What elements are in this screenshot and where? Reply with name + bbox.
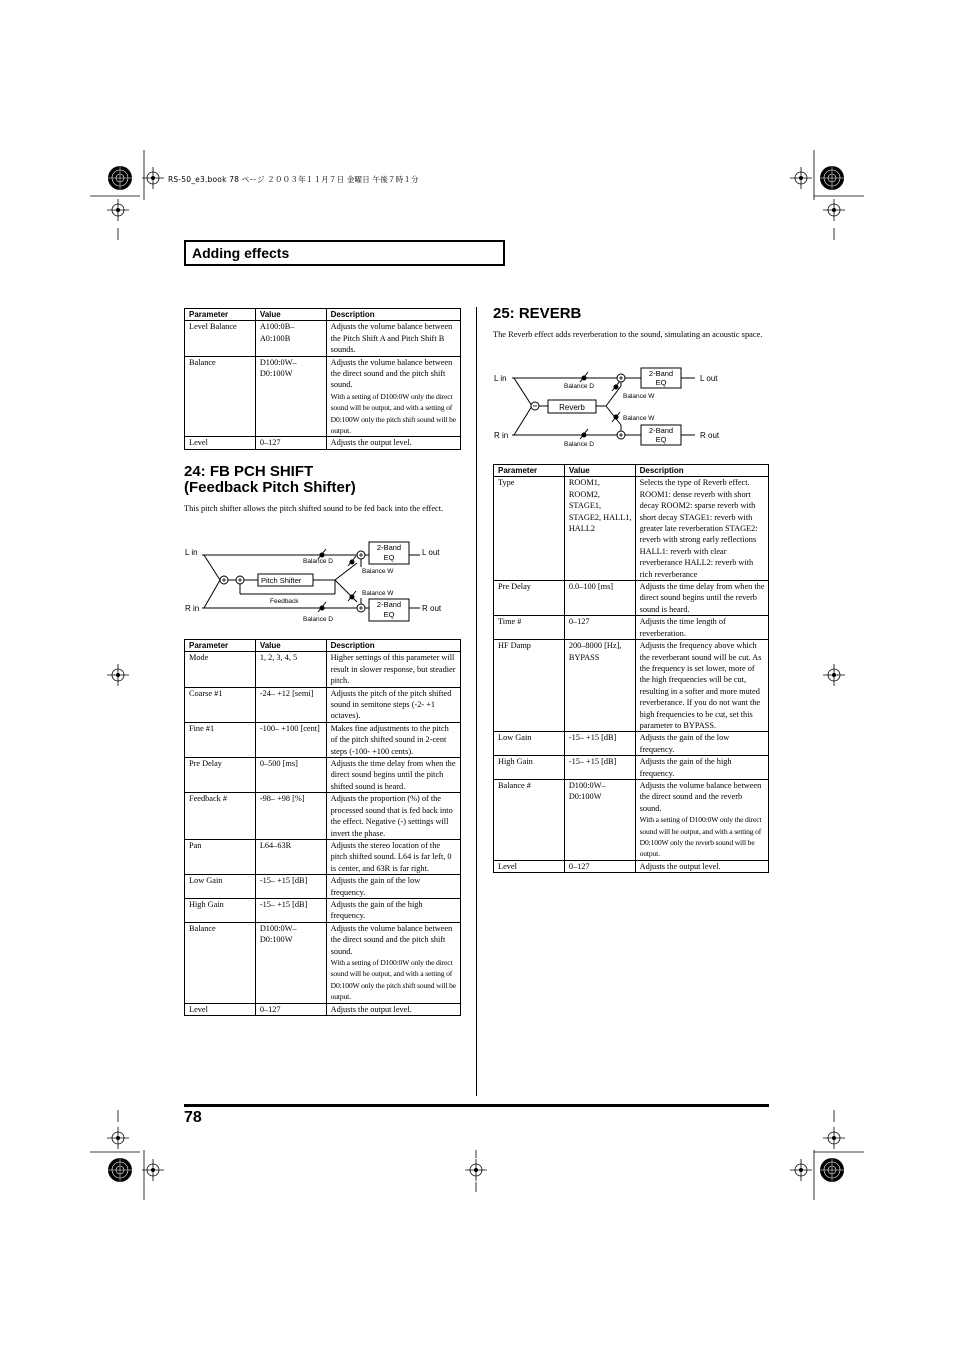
value-cell [255, 437, 326, 449]
param-cell-text: Low Gain [189, 876, 223, 886]
value-cell-text: -98– +98 [%] [259, 794, 305, 804]
crosshair-icon [823, 1127, 845, 1149]
value-cell-text: D100:0W–D0:100W [568, 780, 606, 802]
description-cell [635, 732, 768, 756]
value-cell-text: -24– +12 [semi] [259, 688, 314, 698]
table-row [185, 898, 461, 922]
description-cell-text: Adjusts the gain of the high frequency. [330, 899, 423, 921]
col-header-description: Description [326, 309, 460, 321]
fb-pitch-shift-diagram [180, 536, 470, 628]
table-row [185, 722, 461, 757]
param-cell [494, 581, 565, 616]
crosshair-icon [823, 199, 845, 221]
value-cell [255, 1003, 326, 1015]
value-cell [255, 652, 326, 687]
knob-icon [614, 385, 619, 390]
value-cell-text: -100– +100 [cent] [259, 723, 320, 733]
print-slug: RS-50_e3.book 78 ページ ２００３年１１月７日 金曜日 午後７時１分 [168, 175, 419, 184]
param-cell [494, 616, 565, 640]
param-cell [185, 687, 256, 722]
label-l-in: L in [494, 374, 507, 383]
param-cell-text: Pre Delay [498, 582, 531, 592]
description-cell [326, 758, 460, 793]
description-cell-text: Adjusts the volume balance between the Pitch Shift A and Pitch Shift B sounds. [330, 322, 453, 355]
value-cell [564, 779, 635, 860]
value-cell-text: D100:0W–D0:100W [259, 923, 297, 945]
param-cell [185, 839, 256, 874]
label-l-in: L in [185, 548, 198, 557]
section-title-box [184, 240, 505, 266]
reverb-param-table [493, 464, 769, 873]
param-cell [185, 793, 256, 840]
description-note: With a setting of D100:0W only the direct sound will be output, and with a setting of D0:100W only the reverb sound will be output. [639, 815, 762, 859]
label-r-out: R out [700, 431, 720, 440]
value-cell [255, 922, 326, 1003]
label-eq: 2-Band [648, 426, 674, 435]
col-header-value: Value [255, 640, 326, 652]
value-cell-text: 0–127 [568, 861, 590, 871]
param-cell-text: Balance [189, 357, 216, 367]
param-cell-text: HF Damp [498, 641, 531, 651]
crosshair-icon [107, 1127, 129, 1149]
description-cell-text: Adjusts the volume balance between the direct sound and the pitch shift sound. [330, 357, 453, 390]
reverb-intro: The Reverb effect adds reverberation to the sound, simulating an acoustic space. [493, 330, 763, 339]
param-cell [185, 898, 256, 922]
value-cell-text: L64–63R [259, 840, 292, 850]
param-cell-text: Feedback # [189, 794, 228, 804]
label-eq: EQ [655, 435, 667, 444]
table-row [185, 1003, 461, 1015]
description-cell [635, 616, 768, 640]
param-cell-text: Level [189, 438, 208, 448]
value-cell [564, 640, 635, 732]
param-cell-text: Level Balance [189, 322, 237, 332]
value-cell-text: -15– +15 [dB] [259, 899, 308, 909]
label-balance-d: Balance D [564, 441, 594, 448]
param-cell-text: Level [189, 1004, 208, 1014]
table-row [494, 581, 769, 616]
value-cell [564, 581, 635, 616]
value-cell-text: 0.0–100 [ms] [568, 582, 614, 592]
param-cell-text: Coarse #1 [189, 688, 223, 698]
table-row [494, 477, 769, 581]
crosshair-icon [823, 664, 845, 686]
label-balance-w: Balance W [362, 568, 394, 575]
value-cell [255, 875, 326, 899]
label-balance-w: Balance W [623, 393, 655, 400]
value-cell-text: ROOM1, ROOM2, STAGE1, STAGE2, HALL1, HALL2 [568, 478, 632, 534]
description-cell [326, 687, 460, 722]
crosshair-icon [107, 664, 129, 686]
label-balance-d: Balance D [564, 383, 594, 390]
value-cell [255, 356, 326, 437]
table-row [185, 437, 461, 449]
label-eq: 2-Band [376, 600, 402, 609]
description-cell-text: Adjusts the volume balance between the direct sound and the pitch shift sound. [330, 923, 453, 956]
table-row [185, 687, 461, 722]
param-cell-text: High Gain [189, 899, 224, 909]
description-cell-text: Adjusts the output level. [330, 1004, 412, 1014]
value-cell-text: -15– +15 [dB] [568, 733, 617, 743]
description-cell [326, 793, 460, 840]
param-cell [185, 722, 256, 757]
footer-rule [184, 1104, 769, 1107]
knob-icon [350, 560, 355, 565]
value-cell-text: 0–127 [568, 617, 590, 627]
param-cell-text: Pan [189, 840, 202, 850]
description-cell-text: Adjusts the frequency above which the reverberant sound will be cut. As the frequency is set lower, more of the high frequencies will be cut, resulting in a softer and more muted reverberance. If you do not want the high frequencies to be cut, set this parameter to BYPASS. [639, 641, 762, 730]
label-r-in: R in [185, 604, 200, 613]
description-note: With a setting of D100:0W only the direct sound will be output, and with a setting of D0:100W only the pitch shift sound will be output. [330, 391, 456, 436]
table-row [185, 758, 461, 793]
value-cell [255, 758, 326, 793]
param-cell [494, 756, 565, 780]
description-note: With a setting of D100:0W only the direct sound will be output, and with a setting of D0:100W only the pitch shift sound will be output. [330, 957, 456, 1002]
col-header-description: Description [635, 465, 768, 477]
description-cell [635, 756, 768, 780]
table-row [494, 616, 769, 640]
table-row [494, 779, 769, 860]
label-eq: 2-Band [376, 543, 402, 552]
value-cell [255, 321, 326, 356]
description-cell [635, 581, 768, 616]
label-eq: EQ [655, 378, 667, 387]
reverb-heading: 25: REVERB [493, 305, 582, 322]
label-eq: EQ [383, 610, 395, 619]
value-cell-text: A100:0B–A0:100B [259, 322, 295, 343]
section-title: Adding effects [192, 245, 290, 261]
description-cell [635, 860, 768, 872]
description-cell [635, 477, 768, 581]
param-cell [494, 779, 565, 860]
table-row [185, 652, 461, 687]
page-number: 78 [184, 1109, 202, 1126]
description-cell [326, 922, 460, 1003]
fb-intro: This pitch shifter allows the pitch shifted sound to be fed back into the effect. [184, 504, 444, 513]
param-table-continued [184, 308, 461, 450]
description-cell-text: Selects the type of Reverb effect. ROOM1: dense reverb with short decay ROOM2: sparse reverb with short decay STAGE1: reverb with greater late reverberation STAGE2: reverb with strong early reflections HALL1: reverb with clear reverberance HALL2: reverb with rich reverberance [639, 478, 758, 579]
value-cell-text: 200–8000 [Hz], BYPASS [568, 641, 622, 662]
label-eq: 2-Band [648, 369, 674, 378]
description-cell-text: Adjusts the proportion (%) of the processed sound that is fed back into the effect. Negative (-) settings will invert the phase. [330, 794, 453, 838]
param-cell-text: Level [498, 861, 517, 871]
knob-icon [350, 595, 355, 600]
crosshair-icon [465, 1159, 487, 1181]
registration-disc-icon [820, 166, 844, 190]
label-l-out: L out [422, 548, 440, 557]
value-cell [564, 732, 635, 756]
param-cell-text: High Gain [498, 757, 533, 767]
value-cell [255, 687, 326, 722]
description-cell-text: Adjusts the output level. [330, 438, 412, 448]
label-feedback: Feedback [270, 598, 299, 605]
param-cell [185, 437, 256, 449]
table-row [494, 640, 769, 732]
description-cell [326, 321, 460, 356]
description-cell-text: Adjusts the time delay from when the direct sound begins until the reverb sound is heard. [639, 582, 765, 614]
value-cell [564, 477, 635, 581]
description-cell [635, 640, 768, 732]
value-cell [255, 793, 326, 840]
col-header-value: Value [255, 309, 326, 321]
description-cell-text: Adjusts the output level. [639, 861, 721, 871]
table-row [494, 860, 769, 872]
col-header-value: Value [564, 465, 635, 477]
param-cell [185, 1003, 256, 1015]
param-cell [185, 758, 256, 793]
description-cell-text: Adjusts the time length of reverberation. [639, 617, 726, 638]
param-cell [494, 732, 565, 756]
label-r-in: R in [494, 431, 509, 440]
column-divider [476, 307, 477, 1096]
param-cell [185, 321, 256, 356]
table-row [185, 839, 461, 874]
param-cell [494, 860, 565, 872]
label-eq: EQ [383, 553, 395, 562]
label-balance-w: Balance W [362, 590, 394, 597]
knob-icon [320, 553, 325, 558]
label-reverb: Reverb [559, 403, 585, 412]
label-balance-d: Balance D [303, 616, 333, 623]
label-balance-w: Balance W [623, 415, 655, 422]
knob-icon [582, 433, 587, 438]
value-cell [255, 839, 326, 874]
label-balance-d: Balance D [303, 558, 333, 565]
fb-heading-line2: (Feedback Pitch Shifter) [184, 479, 356, 496]
param-cell-text: Fine #1 [189, 723, 215, 733]
description-cell [326, 898, 460, 922]
description-cell-text: Adjusts the stereo location of the pitch shifted sound. L64 is far left, 0 is center, and 63R is far right. [330, 840, 452, 873]
label-r-out: R out [422, 604, 442, 613]
reverb-diagram [490, 366, 750, 452]
value-cell [255, 898, 326, 922]
param-cell-text: Time # [498, 617, 522, 627]
table-header-row [185, 309, 461, 321]
description-cell-text: Adjusts the time delay from when the direct sound begins until the pitch shifted sound is heard. [330, 759, 456, 791]
col-header-description: Description [326, 640, 460, 652]
value-cell [564, 616, 635, 640]
description-cell [326, 722, 460, 757]
value-cell-text: -15– +15 [dB] [259, 876, 308, 886]
crosshair-icon [790, 1159, 812, 1181]
description-cell [326, 1003, 460, 1015]
registration-disc-icon [108, 1158, 132, 1182]
param-cell-text: Balance # [498, 780, 531, 790]
table-row [185, 793, 461, 840]
fb-pitch-shift-heading [184, 464, 356, 496]
description-cell [326, 875, 460, 899]
table-header-row [185, 640, 461, 652]
param-cell-text: Mode [189, 653, 209, 663]
description-cell-text: Adjusts the gain of the low frequency. [330, 876, 421, 897]
knob-icon [582, 376, 587, 381]
col-header-parameter: Parameter [494, 465, 565, 477]
param-cell [185, 652, 256, 687]
col-header-parameter: Parameter [185, 640, 256, 652]
table-row [494, 732, 769, 756]
table-row [185, 356, 461, 437]
crosshair-icon [142, 167, 164, 189]
table-row [185, 321, 461, 356]
description-cell-text: Adjusts the pitch of the pitch shifted sound in semitone steps (-2- +1 octaves). [330, 688, 452, 721]
description-cell [326, 437, 460, 449]
fb-param-table [184, 639, 461, 1016]
value-cell-text: 0–127 [259, 1004, 281, 1014]
value-cell-text: 0–127 [259, 438, 281, 448]
value-cell-text: 0–500 [ms] [259, 759, 298, 769]
param-cell [494, 477, 565, 581]
description-cell [326, 839, 460, 874]
table-row [494, 756, 769, 780]
value-cell [564, 860, 635, 872]
param-cell-text: Pre Delay [189, 759, 222, 769]
crosshair-icon [107, 199, 129, 221]
param-cell [185, 922, 256, 1003]
knob-icon [614, 415, 619, 420]
description-cell-text: Adjusts the gain of the high frequency. [639, 757, 732, 778]
value-cell [564, 756, 635, 780]
param-cell-text: Type [498, 478, 515, 488]
param-cell [494, 640, 565, 732]
value-cell-text: -15– +15 [dB] [568, 757, 617, 767]
description-cell [326, 652, 460, 687]
table-row [185, 922, 461, 1003]
table-row [185, 875, 461, 899]
param-cell [185, 875, 256, 899]
knob-icon [320, 606, 325, 611]
description-cell-text: Makes fine adjustments to the pitch of the pitch shifted sound in 2-cent steps (-100- +100 cents). [330, 723, 449, 756]
registration-disc-icon [108, 166, 132, 190]
description-cell-text: Higher settings of this parameter will result in slower response, but steadier pitch. [330, 653, 456, 686]
crosshair-icon [142, 1159, 164, 1181]
value-cell-text: D100:0W–D0:100W [259, 357, 297, 379]
col-header-parameter: Parameter [185, 309, 256, 321]
param-cell-text: Balance [189, 923, 216, 933]
registration-disc-icon [820, 1158, 844, 1182]
description-cell [635, 779, 768, 860]
value-cell-text: 1, 2, 3, 4, 5 [259, 653, 298, 663]
table-header-row [494, 465, 769, 477]
label-pitch-shifter: Pitch Shifter [261, 576, 302, 585]
param-cell-text: Low Gain [498, 733, 532, 743]
crosshair-icon [790, 167, 812, 189]
param-cell [185, 356, 256, 437]
label-l-out: L out [700, 374, 718, 383]
description-cell-text: Adjusts the volume balance between the direct sound and the reverb sound. [639, 780, 762, 813]
description-cell-text: Adjusts the gain of the low frequency. [639, 733, 730, 754]
value-cell [255, 722, 326, 757]
fb-heading-line1: 24: FB PCH SHIFT [184, 463, 314, 480]
description-cell [326, 356, 460, 437]
